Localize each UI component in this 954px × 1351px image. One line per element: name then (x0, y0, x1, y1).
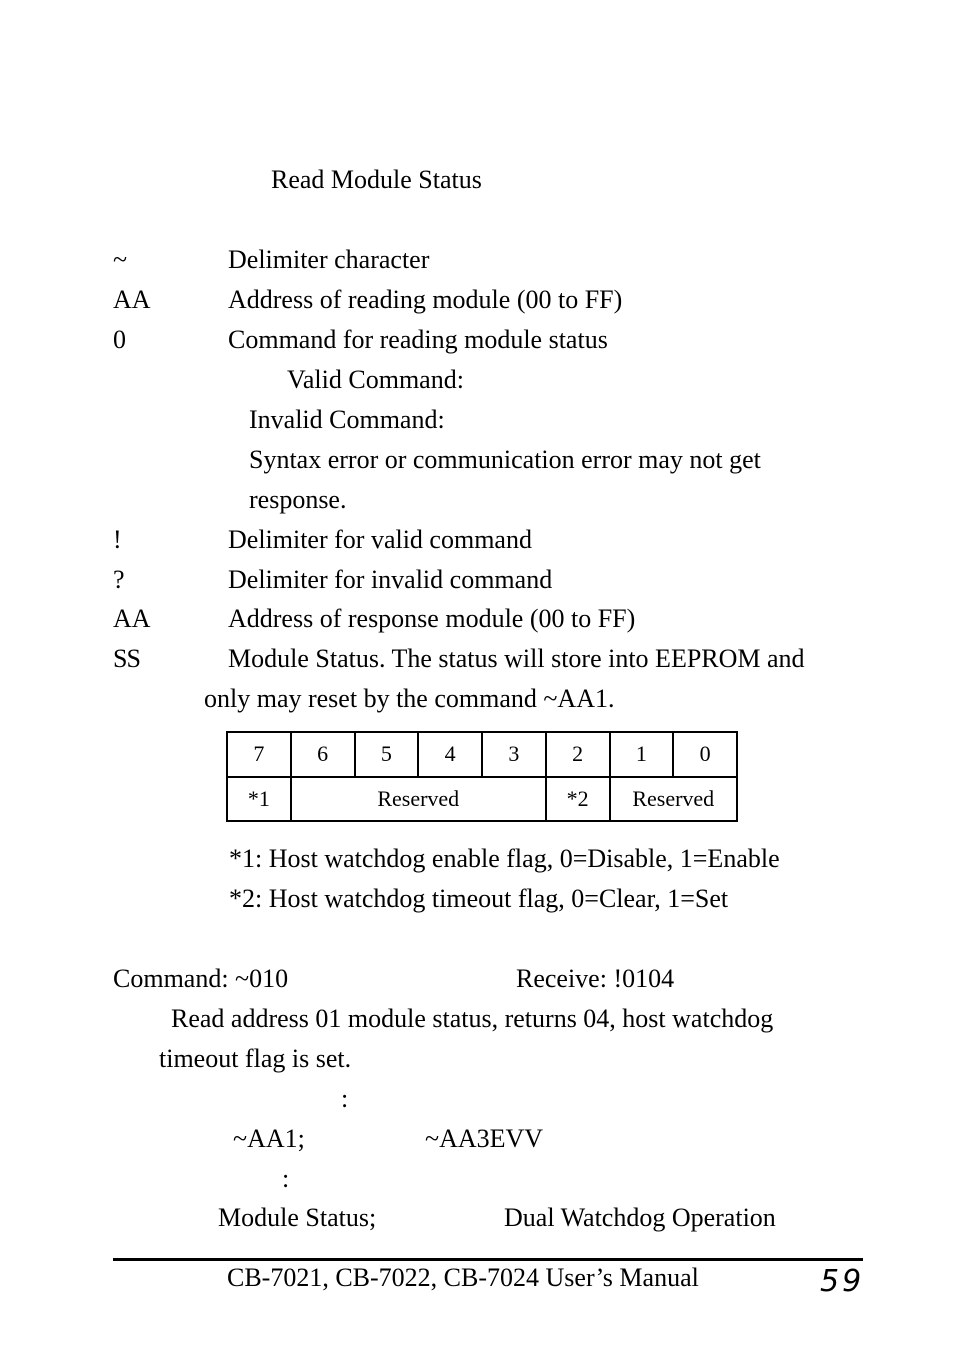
bit-6: 6 (291, 732, 355, 777)
bit-2-meaning: *2 (546, 777, 610, 822)
response-syntax-note-cont: response. (249, 485, 347, 514)
bit-meaning-row (227, 777, 737, 822)
bit-7-meaning: *1 (227, 777, 291, 822)
param-desc-command: Command for reading module status (228, 325, 608, 354)
param-term-delimiter: ~ (113, 245, 128, 274)
bit-2: 2 (546, 732, 610, 777)
bits-1-0-meaning: Reserved (610, 777, 738, 822)
bit-5: 5 (355, 732, 419, 777)
param-desc-delimiter: Delimiter character (228, 245, 430, 274)
related-command-1: ~AA1; (233, 1124, 305, 1153)
note-2: *2: Host watchdog timeout flag, 0=Clear, 1=Set (229, 884, 729, 913)
example-description: Read address 01 module status, returns 04, host watchdog (171, 1004, 774, 1033)
example-command: Command: ~010 (113, 964, 289, 993)
param-desc-address: Address of reading module (00 to FF) (228, 285, 623, 314)
status-bit-table (226, 731, 738, 822)
example-receive: Receive: !0104 (516, 964, 675, 993)
note-1: *1: Host watchdog enable flag, 0=Disable, 1=Enable (229, 844, 780, 873)
resp-term-status: SS (113, 644, 140, 673)
resp-desc-status-cont: only may reset by the command ~AA1. (204, 684, 615, 713)
bits-6-3-meaning: Reserved (291, 777, 546, 822)
param-term-address: AA (113, 285, 151, 314)
bit-number-row (227, 732, 737, 777)
bit-1: 1 (610, 732, 674, 777)
param-term-command: 0 (113, 325, 126, 354)
response-invalid-label: Invalid Command: (249, 405, 445, 434)
response-syntax-note: Syntax error or communication error may not get (249, 445, 761, 474)
bit-4: 4 (418, 732, 482, 777)
related-command-2: ~AA3EVV (425, 1124, 544, 1153)
related-commands-colon: : (341, 1084, 349, 1113)
resp-term-invalid: ? (113, 565, 125, 594)
related-topics-colon: : (282, 1164, 290, 1193)
page-number: 59 (820, 1264, 865, 1299)
resp-desc-status: Module Status. The status will store into EEPROM and (228, 644, 805, 673)
resp-desc-address: Address of response module (00 to FF) (228, 604, 636, 633)
response-valid-label: Valid Command: (287, 365, 464, 394)
related-topic-2: Dual Watchdog Operation (504, 1203, 776, 1232)
resp-term-address: AA (113, 604, 151, 633)
resp-term-valid: ! (113, 525, 122, 554)
section-heading: Read Module Status (271, 165, 482, 194)
resp-desc-invalid: Delimiter for invalid command (228, 565, 553, 594)
bit-0: 0 (673, 732, 737, 777)
example-description-cont: timeout flag is set. (159, 1044, 352, 1073)
bit-3: 3 (482, 732, 546, 777)
resp-desc-valid: Delimiter for valid command (228, 525, 532, 554)
related-topic-1: Module Status; (218, 1203, 377, 1232)
bit-7: 7 (227, 732, 291, 777)
footer-rule (113, 1258, 863, 1261)
footer-manual-title: CB-7021, CB-7022, CB-7024 User’s Manual (227, 1263, 699, 1292)
